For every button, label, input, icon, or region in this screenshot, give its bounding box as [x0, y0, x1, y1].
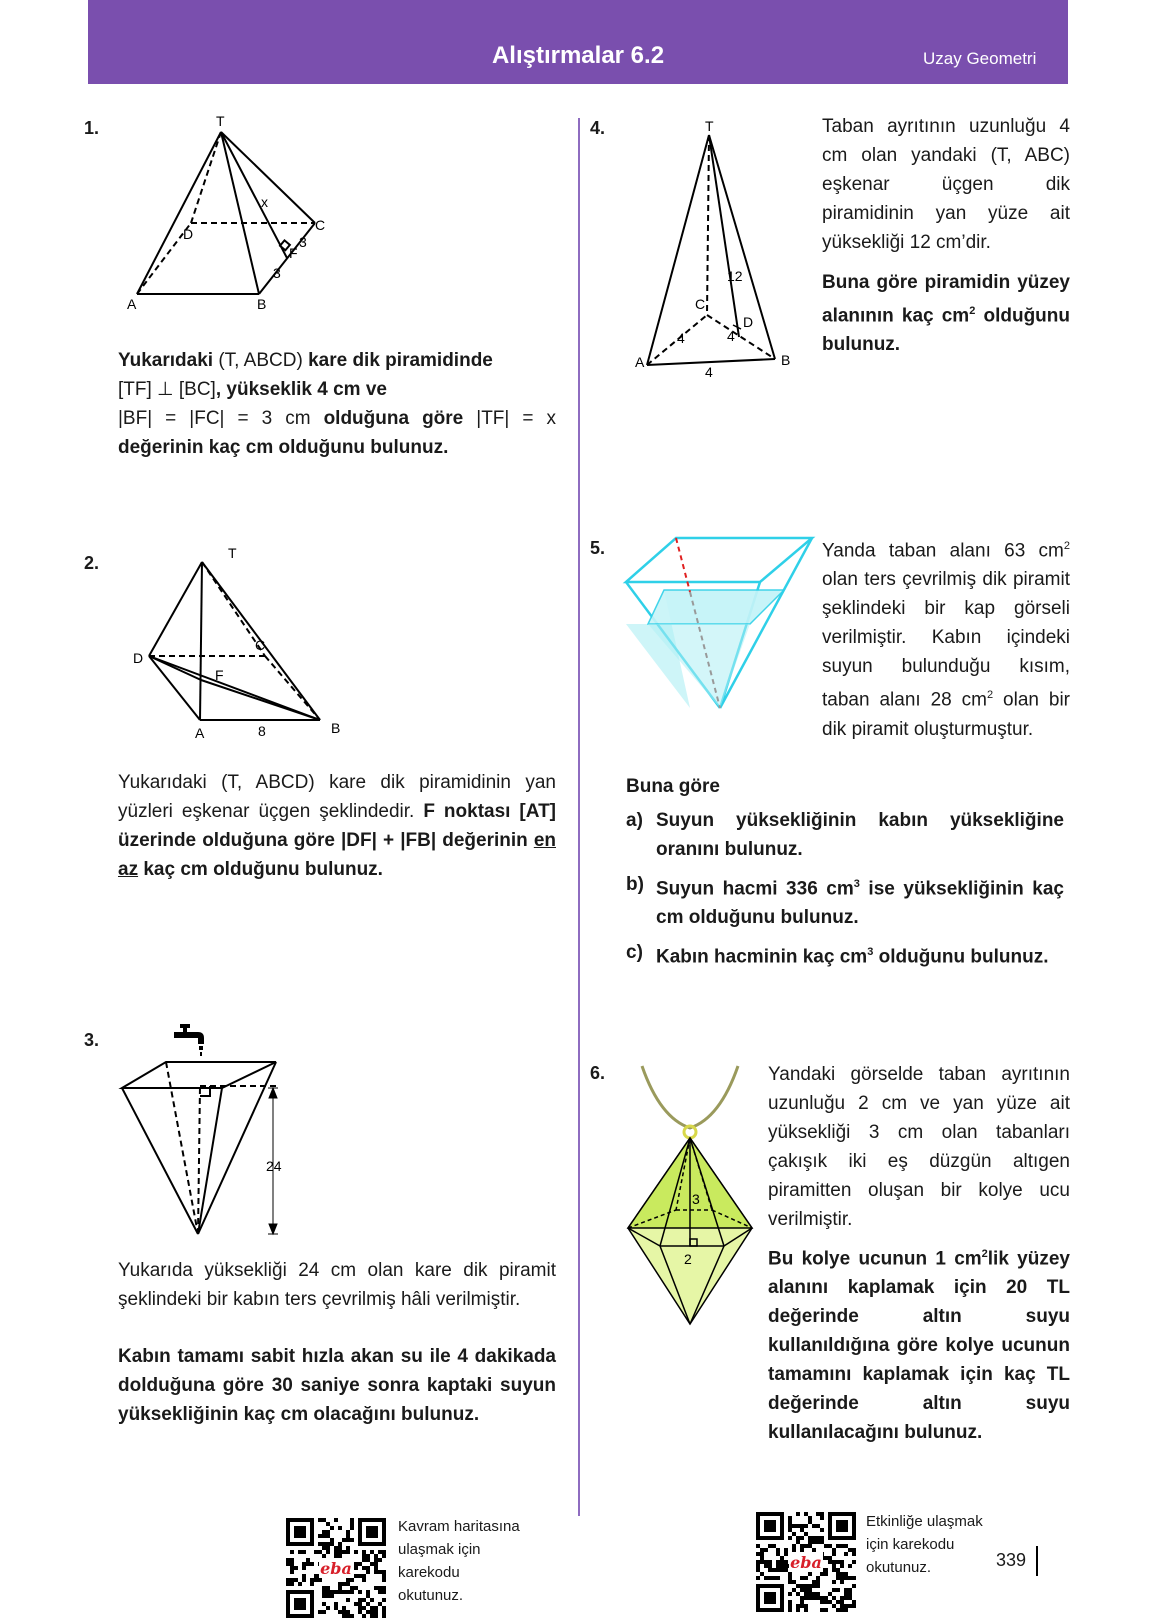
- q3-label-24: 24: [266, 1158, 282, 1174]
- q1-label-3b: 3: [273, 265, 281, 281]
- q4-number: 4.: [590, 118, 606, 138]
- q2-number: 2.: [84, 553, 100, 573]
- q2-pyramid-figure: [125, 538, 355, 738]
- q4-question: Buna göre piramidin yüzey alanının kaç $cm^2$ olduğunu bulunuz.: [822, 272, 1070, 356]
- chapter-title: Uzay Geometri: [923, 49, 1037, 68]
- q5-number: 5.: [590, 538, 606, 558]
- q5-text-intro: Yanda taban alanı 63 $cm^2$ olan ters çevrilmiş dik piramit şeklindeki bir kap görseli verilmiştir. Kabın içindeki suyun bulunduğu kısım, taban alanı 28 $cm^2$ olan bir dik piramit oluşturmuştur.: [822, 540, 1070, 740]
- q1-label-C: C: [315, 217, 326, 233]
- page-number: 339: [996, 1550, 1027, 1570]
- q2-label-C: C: [255, 637, 266, 653]
- q4-label-B: B: [781, 352, 791, 368]
- qr-code-icon[interactable]: [286, 1518, 386, 1618]
- qr-left-caption: Kavram haritasına ulaşmak için karekodu okutunuz.: [398, 1518, 520, 1604]
- q4-label-4c: 4: [705, 364, 713, 380]
- q4-text-intro: Taban ayrıtının uzunluğu 4 cm olan yandaki (T, ABC) eşkenar üçgen dik piramidinin yan yüze ait yüksekliği 12 cm’dir.: [822, 116, 1070, 253]
- q3-number: 3.: [84, 1030, 100, 1050]
- q6-label-2: 2: [684, 1251, 692, 1267]
- q5-item-b: b) Suyun hacmi 336 $cm^3$ ise yüksekliğinin kaç cm olduğunu bulunuz.: [626, 874, 1065, 929]
- q1-label-A: A: [127, 296, 137, 312]
- q6-number: 6.: [590, 1063, 606, 1083]
- column-divider: [578, 118, 580, 1516]
- q2-label-B: B: [331, 720, 341, 736]
- q1-pyramid-figure: [125, 112, 365, 322]
- q4-label-T: T: [705, 118, 714, 134]
- q6-pendant-figure: [620, 1058, 765, 1328]
- header-divider: [1128, 38, 1130, 74]
- header-banner: [88, 0, 1068, 84]
- qr-code-icon[interactable]: [756, 1512, 856, 1612]
- eba-logo: eba: [790, 1553, 822, 1572]
- q1-label-F: F: [289, 245, 298, 261]
- q2-label-D: D: [133, 650, 144, 666]
- q1-text: Yukarıdaki (T, ABCD) kare dik piramidinde [TF] ⊥ [BC], yükseklik 4 cm ve |BF| = |FC| = 3 cm olduğuna göre |TF| = x değerinin kaç cm olduğunu bulunuz.: [118, 350, 556, 458]
- q2-label-T: T: [228, 545, 237, 561]
- q3-text-intro: Yukarıda yüksekliği 24 cm olan kare dik piramit şeklindeki bir kabın ters çevrilmiş hâli verilmiştir.: [118, 1260, 556, 1310]
- faucet-icon: [172, 1022, 206, 1058]
- q6-text-intro: Yandaki görselde taban ayrıtının uzunluğu 2 cm ve yan yüze ait yüksekliği 3 cm olan tabanları çakışık iki eş düzgün altıgen piramitten oluşan bir kolye ucu verilmiştir.: [768, 1064, 1070, 1230]
- q1-label-D: D: [183, 226, 194, 242]
- page-title: Alıştırmalar 6.2: [491, 42, 665, 69]
- q5-item-c: c) Kabın hacminin kaç $cm^3$ olduğunu bulunuz.: [626, 942, 1049, 968]
- q3-question: Kabın tamamı sabit hızla akan su ile 4 dakikada dolduğuna göre 30 saniye sonra kaptaki suyun yüksekliğinin kaç cm olacağını bulunuz.: [118, 1346, 556, 1425]
- q2-label-8: 8: [258, 723, 266, 738]
- q5-intro: Buna göre: [626, 776, 720, 797]
- q1-label-3a: 3: [299, 234, 307, 250]
- q1-number: 1.: [84, 118, 100, 138]
- q5-items: [626, 806, 1064, 972]
- q1-label-B: B: [257, 296, 267, 312]
- q1-label-T: T: [216, 113, 225, 129]
- q4-pyramid-figure: [635, 115, 795, 380]
- q2-label-F: F: [215, 667, 224, 683]
- q5-item-a: a) Suyun yüksekliğinin kabın yüksekliğine oranını bulunuz.: [626, 810, 1064, 860]
- q3-container-figure: [118, 1058, 318, 1246]
- q5-container-figure: [620, 530, 820, 715]
- q2-text: Yukarıdaki (T, ABCD) kare dik piramidinin yan yüzleri eşkenar üçgen şeklindedir. F noktası [AT] üzerinde olduğuna göre |DF| + |FB| değerinin en az kaç cm olduğunu bulunuz.: [118, 772, 556, 880]
- q4-label-4a: 4: [677, 330, 685, 346]
- q4-label-12: 12: [727, 268, 743, 284]
- q2-label-A: A: [195, 725, 205, 738]
- qr-right-caption: Etkinliğe ulaşmak için karekodu okutunuz.: [866, 1513, 983, 1576]
- q6-question: Bu kolye ucunun 1 $cm^2lik$ yüzey alanını kaplamak için 20 TL değerinde altın suyu kullanıldığına göre kolye ucunun tamamını kaplamak için kaç TL değerinde altın suyu kullanılacağını bulunuz.: [768, 1248, 1070, 1444]
- q4-label-D: D: [743, 314, 754, 330]
- q4-label-4b: 4: [727, 328, 735, 344]
- q6-label-3: 3: [692, 1191, 700, 1207]
- q4-label-A: A: [635, 354, 645, 370]
- eba-logo: eba: [320, 1559, 352, 1578]
- q1-label-x: x: [261, 194, 268, 210]
- q4-label-C: C: [695, 296, 706, 312]
- page-number-bar: [1036, 1546, 1038, 1576]
